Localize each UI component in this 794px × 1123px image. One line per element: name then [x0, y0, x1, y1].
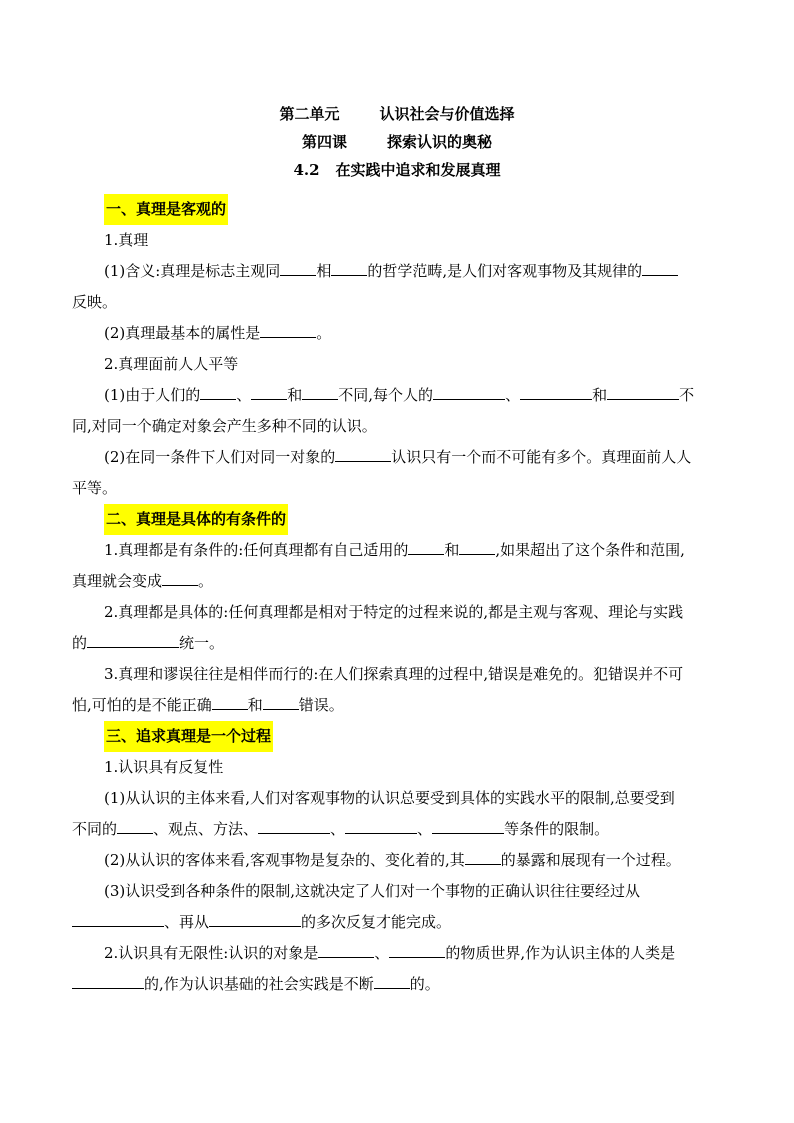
- blank[interactable]: [212, 694, 248, 710]
- blank[interactable]: [331, 260, 367, 276]
- section-title: 4.2 在实践中追求和发展真理: [293, 161, 501, 179]
- blank[interactable]: [280, 260, 316, 276]
- section-heading-3: 三、追求真理是一个过程: [104, 721, 273, 752]
- section-heading-1: 一、真理是客观的: [104, 194, 228, 225]
- blank[interactable]: [389, 942, 445, 958]
- paragraph: (1)含义:真理是标志主观同 相 的哲学范畴,是人们对客观事物及其规律的 反映。: [72, 256, 722, 318]
- blank[interactable]: [258, 818, 330, 834]
- paragraph: (2)在同一条件下人们对同一对象的 认识只有一个而不可能有多个。真理面前人人 平等。: [72, 448, 692, 497]
- blank[interactable]: [260, 322, 316, 338]
- paragraph: (2)从认识的客体来看,客观事物是复杂的、变化着的,其 的暴露和展现有一个过程。: [104, 851, 681, 869]
- paragraph: (2)真理最基本的属性是 。: [104, 324, 332, 342]
- paragraph: 3.真理和谬误往往是相伴而行的:在人们探索真理的过程中,错误是难免的。犯错误并不可 怕,可怕的是不能正确 和 错误。: [72, 665, 684, 714]
- blank[interactable]: [302, 384, 338, 400]
- blank[interactable]: [87, 632, 179, 648]
- item-title: 1.认识具有反复性: [104, 758, 224, 776]
- paragraph: 2.认识具有无限性:认识的对象是 、 的物质世界,作为认识主体的人类是 的,作为认识基础的社会实践是不断 的。: [72, 938, 722, 1000]
- item-title: 1.真理: [104, 231, 149, 249]
- paragraph: (1)由于人们的 、 和 不同,每个人的 、 和 不 同,对同一个确定对象会产生多种不同的认识。: [72, 386, 695, 435]
- blank[interactable]: [408, 539, 444, 555]
- blank[interactable]: [345, 818, 417, 834]
- blank[interactable]: [72, 911, 164, 927]
- paragraph: (3)认识受到各种条件的限制,这就决定了人们对一个事物的正确认识往往要经过从 、再从 的多次反复才能完成。: [72, 876, 722, 938]
- blank[interactable]: [72, 973, 144, 989]
- worksheet-content: [72, 194, 722, 1000]
- blank[interactable]: [433, 384, 505, 400]
- blank[interactable]: [318, 942, 374, 958]
- section-heading-2: 二、真理是具体的有条件的: [104, 504, 288, 535]
- blank[interactable]: [263, 694, 299, 710]
- lesson-title: 第四课 探索认识的奥秘: [301, 133, 493, 151]
- title-block: [0, 100, 794, 184]
- blank[interactable]: [459, 539, 495, 555]
- blank[interactable]: [465, 849, 501, 865]
- blank[interactable]: [162, 570, 198, 586]
- paragraph: 2.真理都是具体的:任何真理都是相对于特定的过程来说的,都是主观与客观、理论与实践 的 统一。: [72, 603, 684, 652]
- blank[interactable]: [607, 384, 679, 400]
- blank[interactable]: [432, 818, 504, 834]
- paragraph: (1)从认识的主体来看,人们对客观事物的认识总要受到具体的实践水平的限制,总要受到 不同的 、观点、方法、 、 、 等条件的限制。: [72, 789, 675, 838]
- blank[interactable]: [251, 384, 287, 400]
- blank[interactable]: [209, 911, 301, 927]
- blank[interactable]: [200, 384, 236, 400]
- paragraph: 1.真理都是有条件的:任何真理都有自己适用的 和 ,如果超出了这个条件和范围, 真理就会变成 。: [72, 541, 685, 590]
- item-title: 2.真理面前人人平等: [104, 355, 239, 373]
- unit-title: 第二单元 认识社会与价值选择: [279, 105, 515, 123]
- blank[interactable]: [335, 446, 391, 462]
- blank[interactable]: [642, 260, 678, 276]
- blank[interactable]: [117, 818, 153, 834]
- blank[interactable]: [520, 384, 592, 400]
- blank[interactable]: [374, 973, 410, 989]
